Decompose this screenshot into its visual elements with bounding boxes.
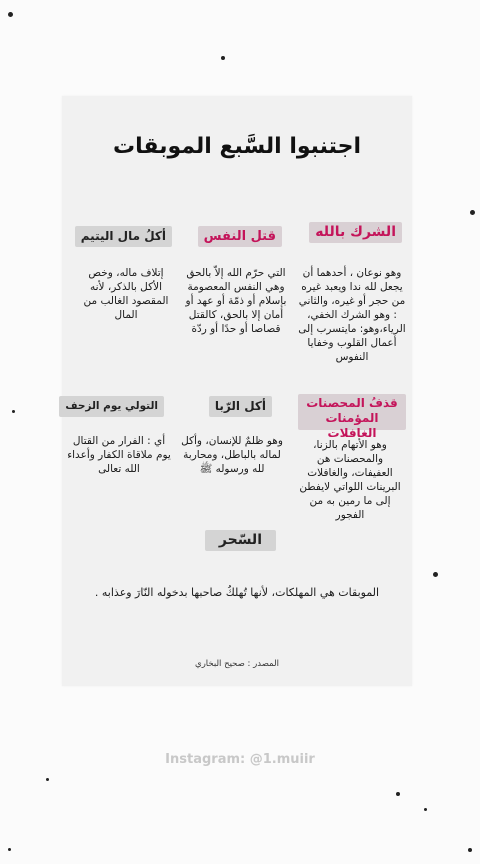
instagram-watermark: Instagram: @1.muiir [165,752,315,767]
dust-speck [468,848,472,852]
dust-speck [8,12,13,17]
dust-speck [424,808,427,811]
label-killing: قتل النفس [198,226,282,247]
label-usury: أكل الرّبا [209,396,272,417]
footer-note: الموبقات هي المهلكات، لأنها تُهلكُ صاحبها بدخوله النّارَ وعذابه . [94,586,380,599]
text-slander: وهو الأتهام بالزنا، والمحصنات هن العفيفات، والغافلات البرينات اللواتي لايفطن إلى ما رمين به من الفجور [299,439,401,521]
page-title: اجتنبوا السَّبع الموبقات [113,134,361,159]
dust-speck [12,410,15,413]
dust-speck [470,210,475,215]
text-killing: التي حرّم الله إلاّ بالحق وهي النفس المعصومة بإسلام أو ذمّة أو عهد أو أمان إلا بالحق، كالقتل قصاصا أو حدًا أو ردّة [185,267,287,335]
dust-speck [396,792,400,796]
text-usury: وهو ظلمٌ للإنسان، وأكل لماله بالباطل، ومحاربة لله ورسوله ﷺ [181,435,283,475]
dust-speck [433,572,438,577]
dust-speck [221,56,225,60]
label-slander: قذفُ المحصنات المؤمنات الغافلات [298,394,406,430]
label-shirk: الشرك بالله [309,222,402,243]
label-fleeing: التولي يوم الزحف [59,396,164,417]
text-fleeing: أي : الفرار من القتال يوم ملاقاة الكفار وأعداء الله تعالى [67,435,171,475]
dust-speck [46,778,49,781]
dust-speck [8,848,11,851]
infographic-card [62,96,412,686]
source-citation: المصدر : صحيح البخاري [195,659,279,669]
text-orphan: إتلاف ماله، وخص الأكل بالذكر، لأنه المقصود الغالب من المال [83,267,169,321]
label-orphan: أكلُ مال اليتيم [75,226,172,247]
text-shirk: وهو نوعان ، أحدهما أن يجعل لله ندا ويعبد غيره من حجر أو غيره، والثاني : وهو الشرك الخفي، الرياء،وهو: مايتسرب إلى أعمال القلوب وخفايا النفوس [298,267,406,363]
label-magic: السّحر [205,530,276,551]
